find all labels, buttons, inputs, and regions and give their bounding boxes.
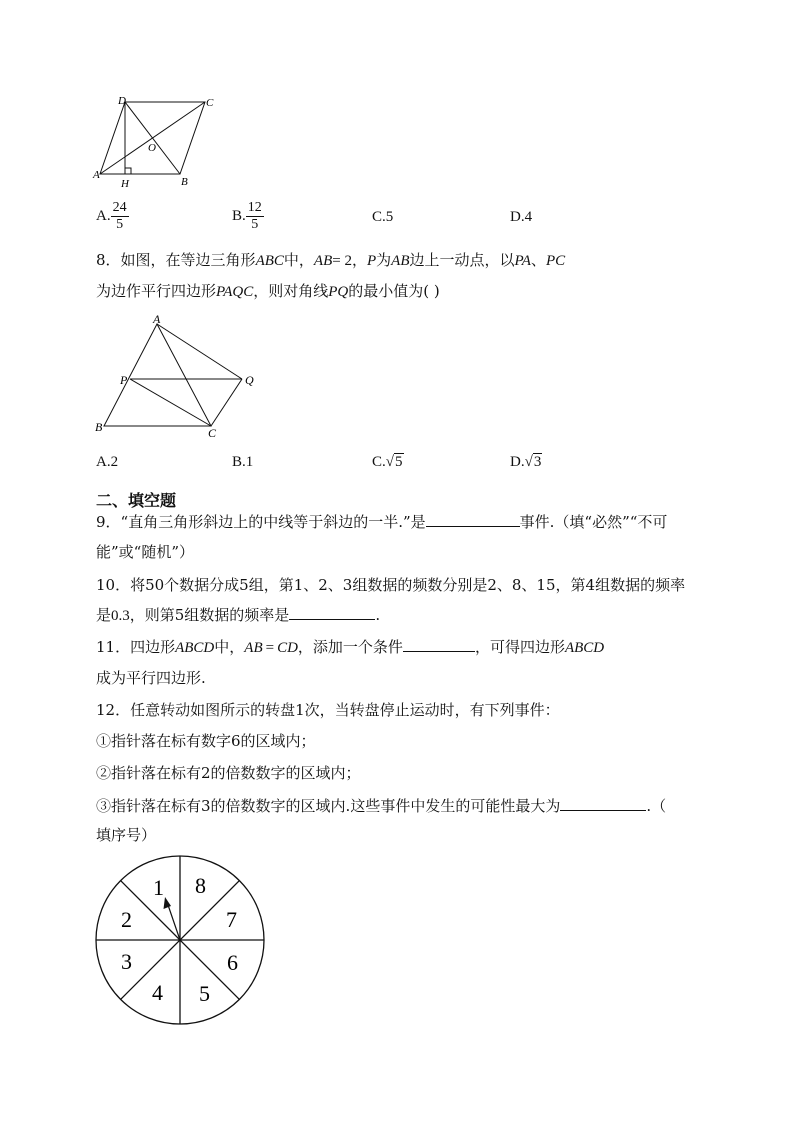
radicand: 5 — [395, 454, 403, 470]
math-pc: PC — [545, 253, 566, 269]
wheel-number-8: 8 — [195, 873, 206, 898]
answer-blank[interactable] — [403, 637, 475, 652]
label-b: B — [181, 176, 188, 188]
text: ③指针落在标有3的倍数数字的区域内.这些事件中发生的可能性最大为 — [96, 797, 561, 815]
q9-line-2: 能”或“随机”） — [96, 543, 195, 561]
wheel-number-5: 5 — [199, 981, 210, 1006]
fraction — [111, 200, 129, 233]
numerator: 12 — [247, 200, 262, 215]
q8-option-c[interactable] — [372, 454, 404, 471]
segment-aq — [157, 324, 242, 379]
math-ab: AB — [313, 253, 333, 269]
q8-option-b[interactable]: B.1 — [232, 454, 254, 470]
q7-option-b[interactable] — [232, 200, 264, 233]
wheel-number-2: 2 — [121, 907, 132, 932]
option-letter: D. — [510, 454, 525, 470]
diagonal-ac — [100, 102, 205, 174]
math-eq: = — [265, 640, 275, 656]
math-abcd: ABCD — [175, 640, 215, 656]
answer-blank[interactable] — [289, 605, 375, 620]
math-cd: CD — [277, 640, 298, 656]
math-pa: PA — [514, 253, 531, 269]
text: . — [375, 606, 381, 624]
sqrt: √3 — [524, 454, 542, 470]
wheel-number-6: 6 — [227, 950, 238, 975]
q8-option-a[interactable]: A.2 — [96, 454, 119, 470]
math-abc: ABC — [255, 253, 284, 269]
wheel-number-3: 3 — [121, 949, 132, 974]
q12-item-3 — [96, 795, 666, 817]
q11-line-2: 成为平行四边形. — [96, 669, 206, 687]
text: 中， — [283, 251, 314, 269]
text: 边上一动点，以 — [409, 251, 515, 269]
label-c: C — [206, 97, 214, 109]
q11-line-1 — [96, 636, 604, 659]
label-a: A — [153, 312, 161, 326]
text: 的最小值为( ) — [348, 282, 440, 300]
wheel-number-1: 1 — [153, 875, 164, 900]
math-abcd: ABCD — [564, 640, 605, 656]
text: 事件.（填“必然”“不可 — [519, 513, 668, 531]
q12-item-2: ②指针落在标有2的倍数数字的区域内； — [96, 764, 361, 782]
sqrt: √5 — [385, 454, 403, 470]
q8-option-d[interactable] — [510, 454, 542, 471]
question-number: 8． — [96, 251, 121, 269]
spinner-wheel — [94, 854, 270, 1030]
q12-line-last: 填序号） — [96, 826, 157, 844]
math-p: P — [366, 253, 377, 269]
text: 如图，在等边三角形 — [120, 251, 256, 269]
text: 为边作平行四边形 — [96, 282, 217, 300]
label-q: Q — [245, 373, 254, 387]
numerator: 24 — [112, 200, 127, 215]
denominator: 5 — [116, 217, 124, 232]
text: 、 — [530, 251, 546, 269]
q9-line-1 — [96, 511, 667, 533]
math-pq: PQ — [328, 284, 349, 300]
radicand: 3 — [533, 454, 542, 470]
equilateral-triangle-figure — [90, 312, 265, 442]
text: ，可得四边形 — [474, 638, 565, 656]
segment-qc — [211, 379, 242, 426]
text: 是 — [96, 606, 112, 624]
label-d: D — [118, 95, 126, 107]
answer-blank[interactable] — [560, 796, 646, 811]
q12-item-1: ①指针落在标有数字6的区域内； — [96, 732, 316, 750]
wheel-number-4: 4 — [152, 980, 163, 1005]
option-letter: A. — [96, 207, 111, 224]
denominator: 5 — [251, 217, 259, 232]
q8-line-2 — [96, 280, 440, 303]
option-letter: B. — [232, 207, 246, 224]
math-paqc: PAQC — [216, 284, 254, 300]
section-title: 二、填空题 — [96, 491, 177, 510]
label-p: P — [120, 373, 128, 387]
wheel-number-7: 7 — [226, 907, 237, 932]
label-h: H — [121, 178, 129, 190]
parallelogram-figure — [90, 92, 220, 192]
text: 9．“直角三角形斜边上的中线等于斜边的一半.”是 — [96, 513, 426, 531]
fraction — [246, 200, 264, 233]
q7-option-a[interactable] — [96, 200, 129, 233]
q7-option-c[interactable]: C.5 — [372, 209, 394, 225]
label-c: C — [208, 426, 217, 440]
text: ， — [351, 251, 367, 269]
text: ，添加一个条件 — [297, 638, 403, 656]
text: ，则对角线 — [253, 282, 329, 300]
label-a: A — [93, 169, 100, 181]
label-b: B — [95, 420, 103, 434]
text: 11．四边形 — [96, 638, 176, 656]
q12-line-1: 12．任意转动如图所示的转盘1次，当转盘停止运动时，有下列事件： — [96, 701, 560, 719]
math-ab: AB — [244, 640, 263, 656]
text: 为 — [376, 251, 392, 269]
q10-line-1: 10．将50个数据分成5组，第1、2、3组数据的频数分别是2、8、15，第4组数据的频率 — [96, 576, 686, 594]
math-number: 0.3 — [111, 608, 130, 624]
text: .（ — [646, 797, 667, 815]
math-eq: = 2 — [332, 253, 352, 269]
text: ，则第5组数据的频率是 — [129, 606, 290, 624]
answer-blank[interactable] — [426, 512, 520, 527]
text: 中， — [214, 638, 245, 656]
q7-option-d[interactable]: D.4 — [510, 209, 533, 225]
option-letter: C. — [372, 454, 386, 470]
pointer-arrow-icon — [164, 897, 172, 909]
math-ab: AB — [391, 253, 410, 269]
q10-line-2 — [96, 604, 380, 627]
q8-line-1 — [96, 249, 565, 272]
right-angle-mark — [125, 168, 131, 174]
label-o: O — [148, 142, 156, 154]
